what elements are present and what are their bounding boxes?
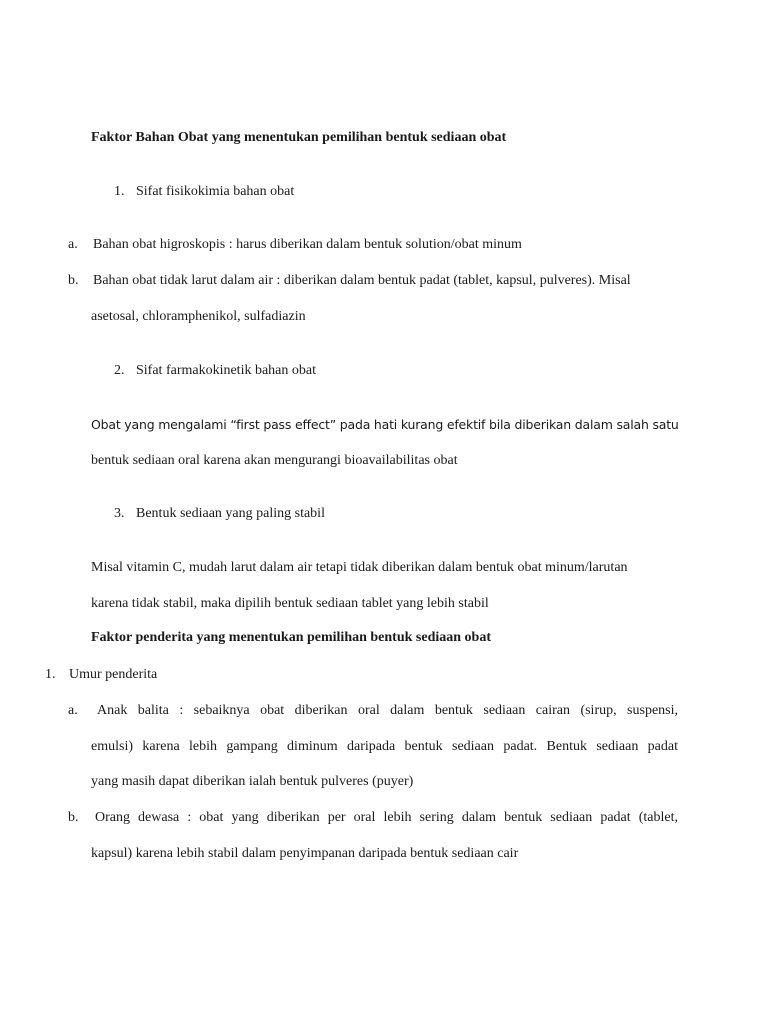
section1-para2-line1: Obat yang mengalami “first pass effect” pada hati kurang efektif bila diberikan dalam salah satu <box>91 417 679 432</box>
section2-b-marker: b. <box>68 810 79 825</box>
section1-item1-text: Sifat fisikokimia bahan obat <box>136 184 295 199</box>
section1-item2-number: 2. <box>114 363 125 378</box>
section2-b-line2: kapsul) karena lebih stabil dalam penyimpanan daripada bentuk sediaan cair <box>91 846 519 861</box>
section2-heading: Faktor penderita yang menentukan pemilihan bentuk sediaan obat <box>91 630 491 645</box>
section1-item3-text: Bentuk sediaan yang paling stabil <box>136 506 325 521</box>
section1-a-marker: a. <box>68 237 78 252</box>
section1-para3-line1: Misal vitamin C, mudah larut dalam air tetapi tidak diberikan dalam bentuk obat minum/larutan <box>91 560 628 575</box>
section1-item3-number: 3. <box>114 506 125 521</box>
section1-para2-line2: bentuk sediaan oral karena akan mengurangi bioavailabilitas obat <box>91 453 458 468</box>
section2-a-marker: a. <box>68 703 78 718</box>
section1-a-text: Bahan obat higroskopis : harus diberikan dalam bentuk solution/obat minum <box>93 237 522 252</box>
section1-b-line2: asetosal, chloramphenikol, sulfadiazin <box>91 309 306 324</box>
section1-para3-line2: karena tidak stabil, maka dipilih bentuk sediaan tablet yang lebih stabil <box>91 596 489 611</box>
section1-heading: Faktor Bahan Obat yang menentukan pemilihan bentuk sediaan obat <box>91 130 507 145</box>
section2-item1-text: Umur penderita <box>69 667 158 682</box>
section2-a-line2: emulsi) karena lebih gampang diminum daripada bentuk sediaan padat. Bentuk sediaan padat <box>91 739 678 754</box>
section2-item1-number: 1. <box>45 667 56 682</box>
section2-b-line1: Orang dewasa : obat yang diberikan per oral lebih sering dalam bentuk sediaan padat (tablet, <box>95 810 678 825</box>
section2-a-line3: yang masih dapat diberikan ialah bentuk pulveres (puyer) <box>91 774 414 789</box>
section1-b-line1: Bahan obat tidak larut dalam air : diberikan dalam bentuk padat (tablet, kapsul, pulveres). Misal <box>93 273 631 288</box>
section1-item1-number: 1. <box>114 184 125 199</box>
section1-b-marker: b. <box>68 273 79 288</box>
section2-a-line1: Anak balita : sebaiknya obat diberikan oral dalam bentuk sediaan cairan (sirup, suspensi, <box>97 703 678 718</box>
section1-item2-text: Sifat farmakokinetik bahan obat <box>136 363 316 378</box>
